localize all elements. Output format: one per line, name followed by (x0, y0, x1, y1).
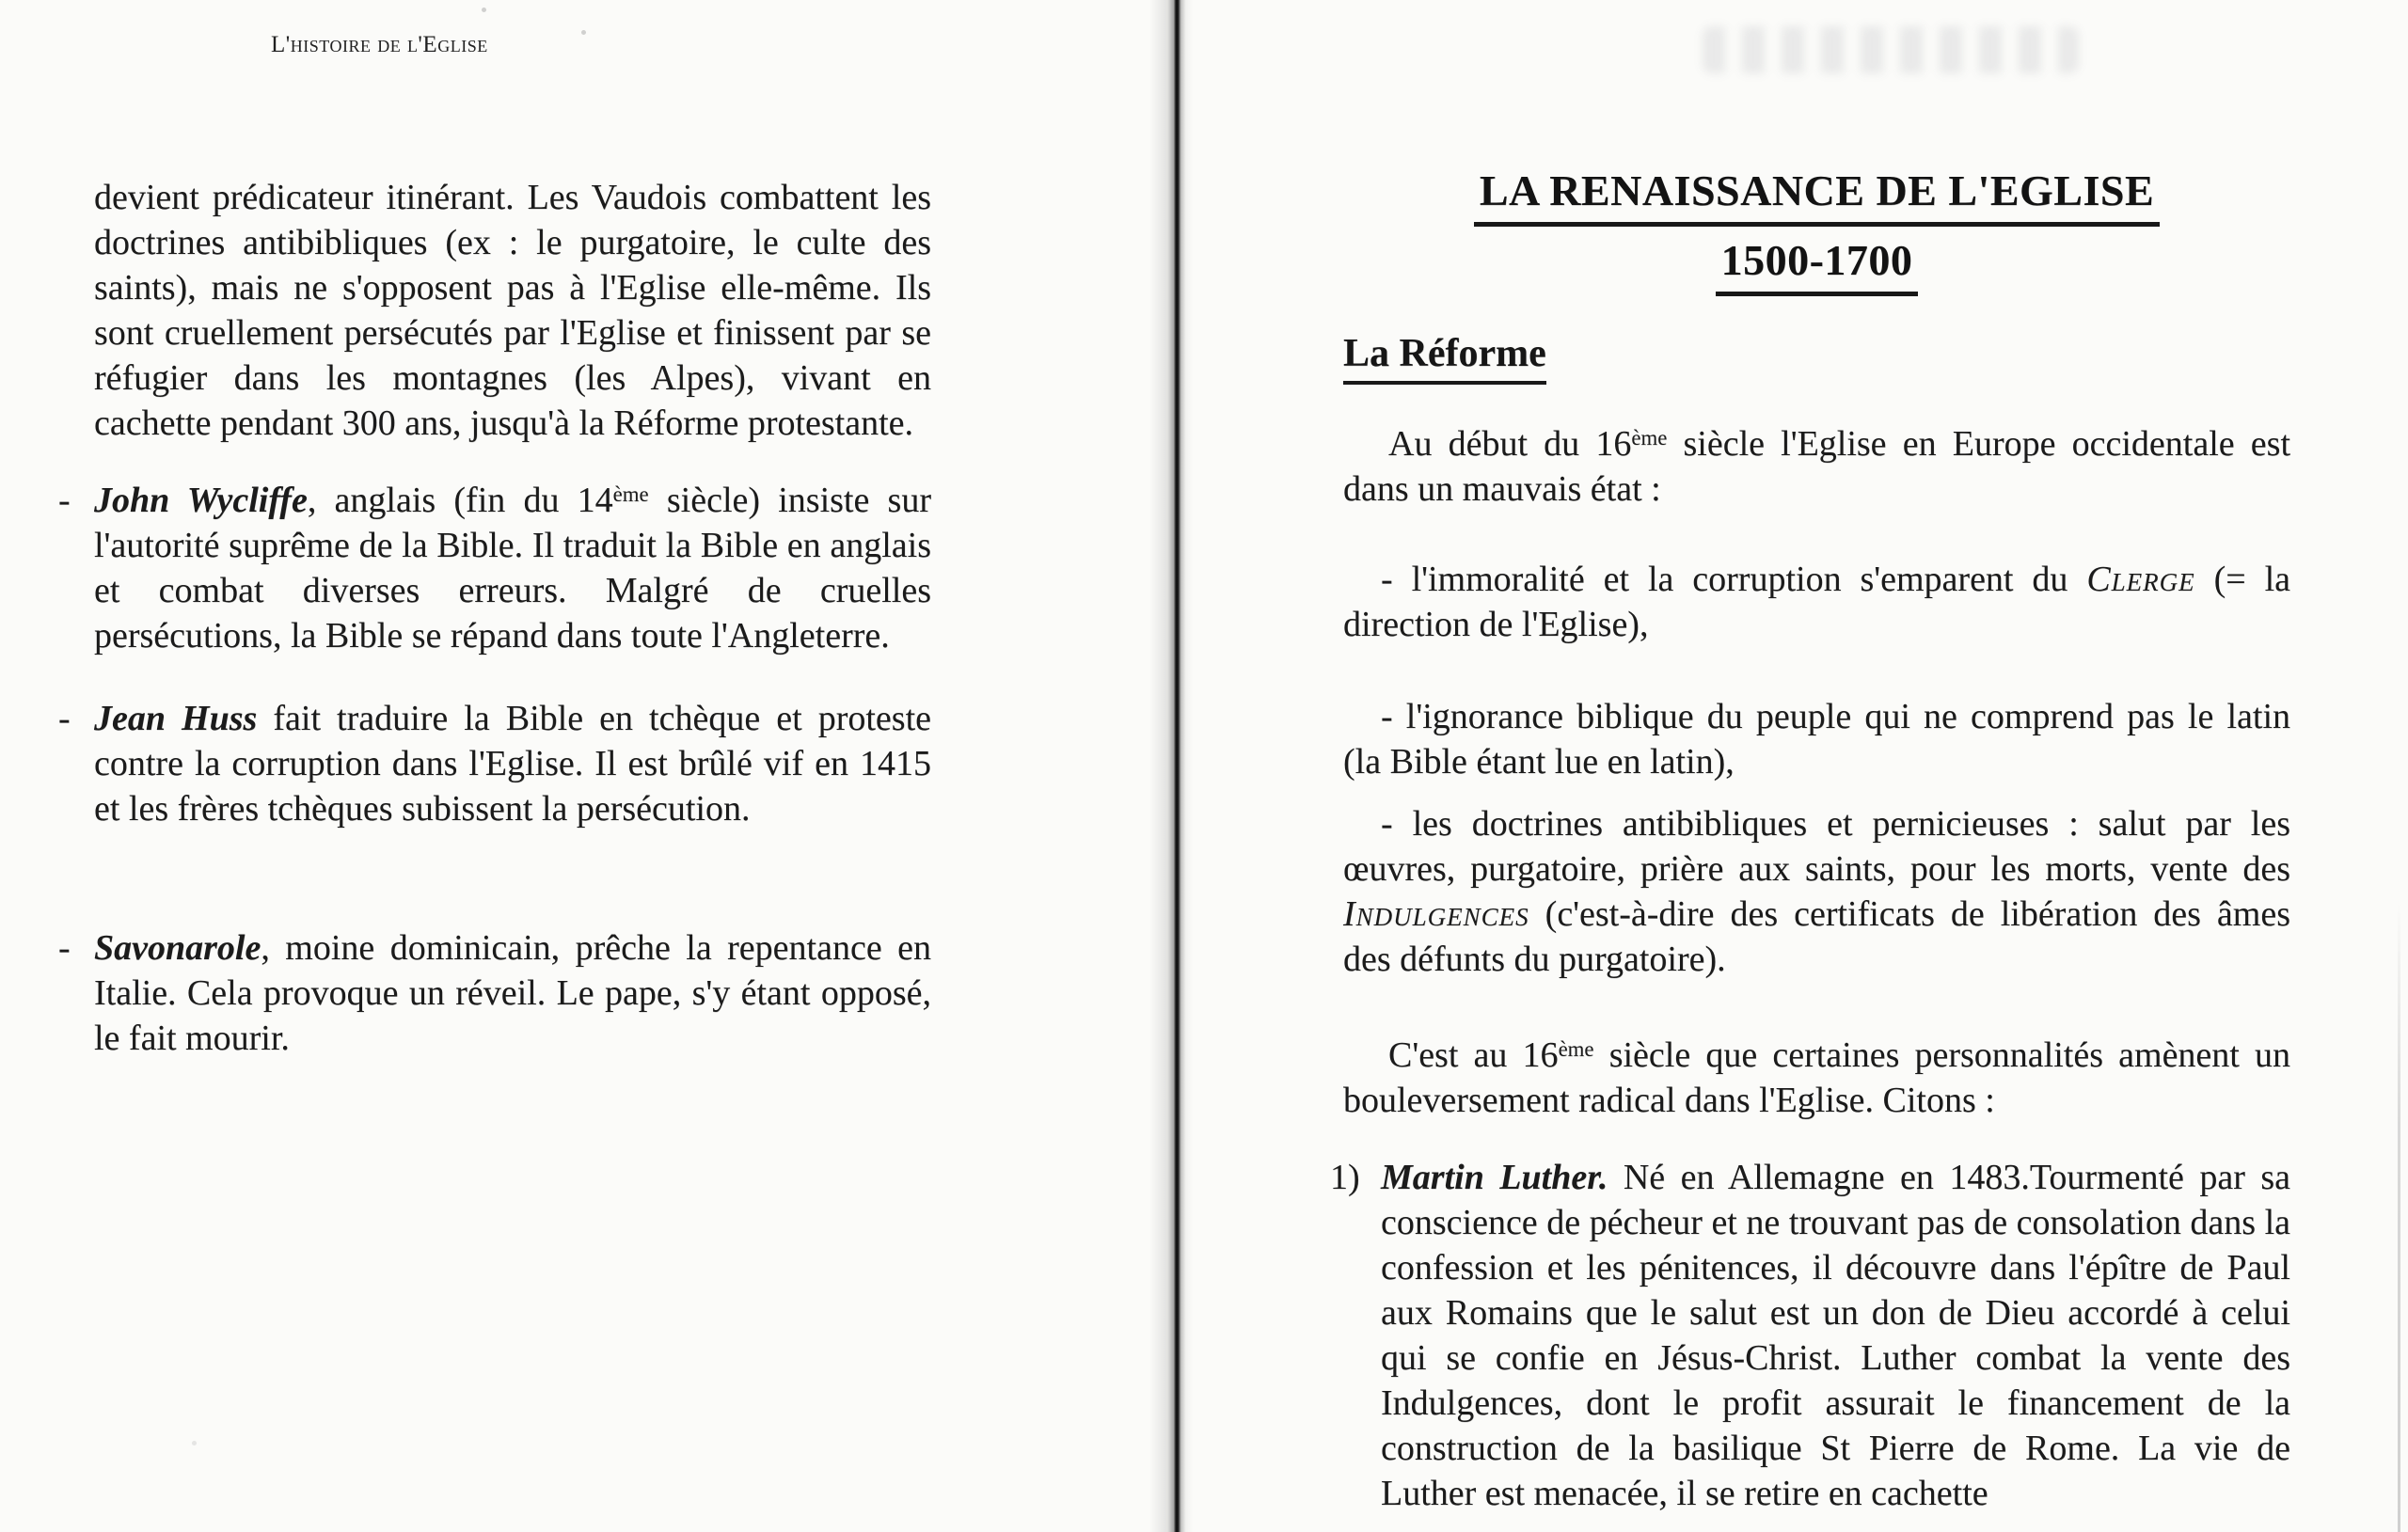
paragraph-personnalites: C'est au 16ème siècle que certaines personnalités amènent un bouleversement radical dans l'Eglise. Citons : (1343, 1035, 2290, 1120)
left-text-column (58, 0, 931, 1532)
bullet-dash: - (58, 699, 71, 738)
paragraph-immoralite: - l'immoralité et la corruption s'emparent du Clerge (= la direction de l'Eglise), (1343, 560, 2290, 644)
paragraph-intro: Au début du 16ème siècle l'Eglise en Europe occidentale est dans un mauvais état : (1343, 424, 2291, 509)
section-heading (1343, 331, 1546, 385)
paragraph-ignorance: - l'ignorance biblique du peuple qui ne comprend pas le latin (la Bible étant lue en latin), (1343, 697, 2290, 782)
item-text: Martin Luther. Né en Allemagne en 1483.Tourmenté par sa conscience de pécheur et ne trouvant pas de consolation dans la confession et les pénitences, il découvre dans l'épître de Paul aux Romains que le salut est un don de Dieu accordé à celui qui se confie en Jésus-Christ. Luther combat la vente des Indulgences, dont le profit assurait le financement de la construction de la basilique St Pierre de Rome. La vie de Luther est menacée, il se retire en cachette (1381, 1158, 2290, 1513)
scan-speck (581, 30, 586, 35)
numbered-item-luther (1330, 1155, 2290, 1516)
left-page (0, 0, 1176, 1532)
section-heading-text: La Réforme (1343, 331, 1546, 385)
bullet-item-wycliffe (58, 478, 931, 658)
chapter-title-years (1343, 235, 2290, 296)
right-page (1176, 0, 2408, 1532)
chapter-title (1343, 166, 2290, 227)
intro-paragraph: devient prédicateur itinérant. Les Vaudois combattent les doctrines antibibliques (ex : le purgatoire, le culte des saints), mais ne s'opposent pas à l'Eglise elle-même. Ils sont cruellement persécutés par l'Eglise et finissent par se réfugier dans les montagnes (les Alpes), vivant en cachette pendant 300 ans, jusqu'à la Réforme protestante. (94, 178, 931, 443)
paragraph-doctrines: - les doctrines antibibliques et pernicieuses : salut par les œuvres, purgatoire, prière aux saints, pour les morts, vente des Indulgences (c'est-à-dire des certificats de libération des âmes des défunts du purgatoire). (1343, 804, 2290, 979)
bullet-dash: - (58, 928, 71, 968)
chapter-title-years-text: 1500-1700 (1716, 235, 1919, 296)
bullet-text: John Wycliffe, anglais (fin du 14ème siècle) insiste sur l'autorité suprême de la Bible. Il traduit la Bible en anglais et combat diverses erreurs. Malgré de cruelles persécutions, la Bible se répand dans toute l'Angleterre. (94, 481, 931, 655)
bullet-text: Savonarole, moine dominicain, prêche la repentance en Italie. Cela provoque un réveil. Le pape, s'y étant opposé, le fait mourir. (94, 928, 931, 1058)
bullet-item-savonarole (58, 925, 931, 1061)
ink-bleed-artifact (1703, 26, 2079, 73)
bullet-item-huss (58, 696, 931, 831)
bullet-dash: - (58, 481, 71, 520)
running-header: L'histoire de l'Eglise (271, 32, 488, 57)
page-edge-line (2398, 903, 2400, 1532)
scan-speck (482, 8, 486, 12)
bullet-text: Jean Huss fait traduire la Bible en tchèque et proteste contre la corruption dans l'Eglise. Il est brûlé vif en 1415 et les frères tchèques subissent la persécution. (94, 699, 931, 829)
chapter-title-text: LA RENAISSANCE DE L'EGLISE (1474, 166, 2160, 227)
scan-speck (192, 1441, 197, 1445)
item-number: 1) (1330, 1158, 1360, 1197)
